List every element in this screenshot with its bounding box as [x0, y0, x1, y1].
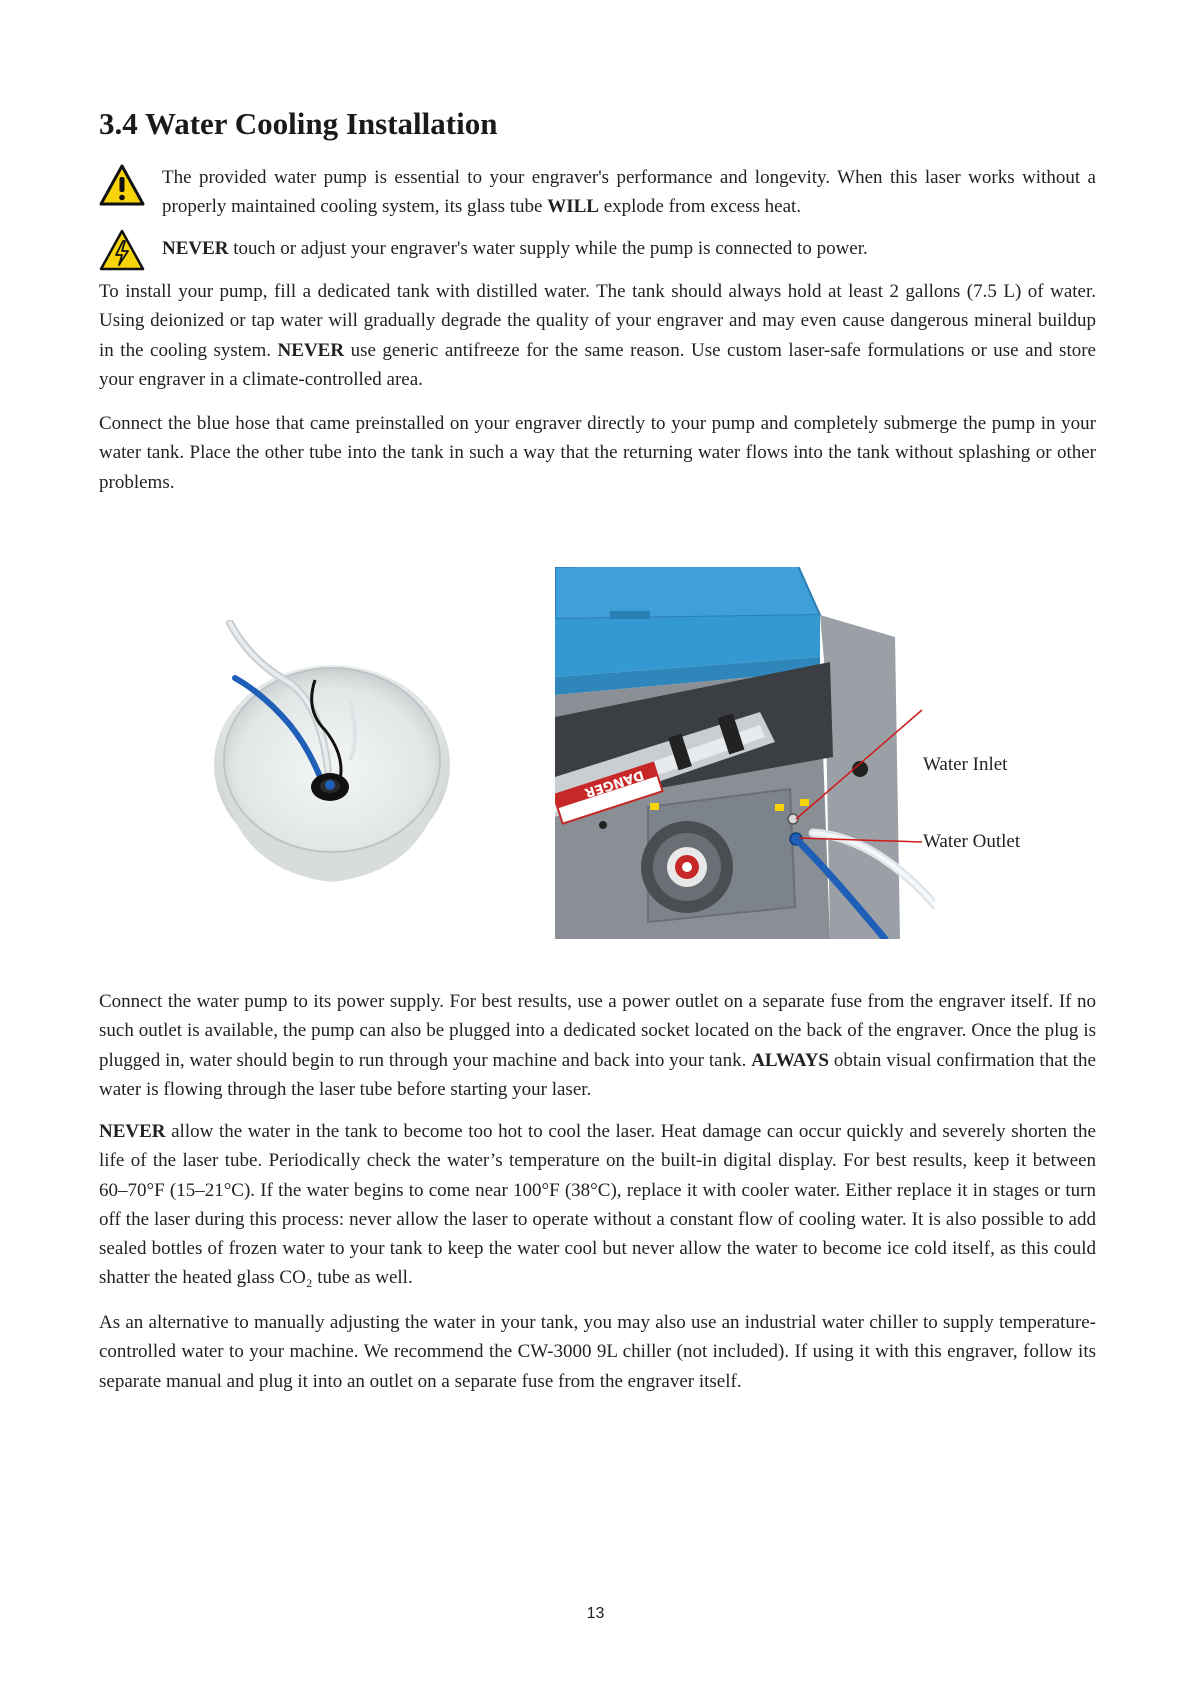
paragraph-water-temperature: NEVER allow the water in the tank to become too hot to cool the laser. Heat damage can occur quickly and severely shorten the life of the laser tube. Periodically check the water’s temperature on the built-in digital display. For best results, keep it between 60–70°F (15–21°C). If the water begins to come near 100°F (38°C), replace it with cooler water. Either replace it in stages or turn off the laser during this process: never allow the laser to operate without a constant flow of cooling water. It is also possible to add sealed bottles of frozen water to your tank to keep the water cool but never allow the water to become ice cold itself, as this could shatter the heated glass CO₂ tube as well. — [99, 1121, 1096, 1289]
warning-heat — [99, 163, 1096, 223]
exclamation-warning-icon — [99, 163, 145, 207]
section-heading: 3.4 Water Cooling Installation — [99, 106, 498, 141]
water-outlet-label: Water Outlet — [923, 831, 1021, 852]
warning-heat-text: The provided water pump is essential to your engraver's performance and longevity. When this laser works without a properly maintained cooling system, its glass tube WILL explode from excess heat. — [162, 167, 1096, 217]
page-number: 13 — [586, 1605, 605, 1622]
warning-electric — [99, 234, 1096, 274]
warning-electric-text: NEVER touch or adjust your engraver's water supply while the pump is connected to power. — [162, 238, 868, 259]
water-inlet-label: Water Inlet — [923, 754, 1008, 775]
pump-in-tank-illustration — [210, 620, 455, 900]
paragraph-chiller-alternative: As an alternative to manually adjusting the water in your tank, you may also use an industrial water chiller to supply temperature-controlled water to your machine. We recommend the CW-3000 9L chiller (not included). If using it with this engraver, follow its separate manual and plug it into an outlet on a separate fuse from the engraver itself. — [99, 1312, 1096, 1392]
svg-text:DANGER: DANGER — [582, 766, 646, 800]
electric-hazard-icon — [99, 228, 145, 272]
engraver-water-ports-photo — [555, 567, 935, 939]
paragraph-power-supply: Connect the water pump to its power supply. For best results, use a power outlet on a separate fuse from the engraver itself. If no such outlet is available, the pump can also be plugged into a dedicated socket located on the back of the engraver. Once the plug is plugged in, water should begin to run through your machine and back into your tank. ALWAYS obtain visual confirmation that the water is flowing through the laser tube before starting your laser. — [99, 991, 1096, 1100]
paragraph-connect-hose: Connect the blue hose that came preinstalled on your engraver directly to your pump and completely submerge the pump in your water tank. Place the other tube into the tank in such a way that the returning water flows into the tank without splashing or other problems. — [99, 413, 1096, 493]
paragraph-install-pump: To install your pump, fill a dedicated tank with distilled water. The tank should always hold at least 2 gallons (7.5 L) of water. Using deionized or tap water will gradually degrade the quality of your engraver and may even cause dangerous mineral buildup in the cooling system. NEVER use generic antifreeze for the same reason. Use custom laser-safe formulations or use and store your engraver in a climate-controlled area. — [99, 281, 1096, 390]
